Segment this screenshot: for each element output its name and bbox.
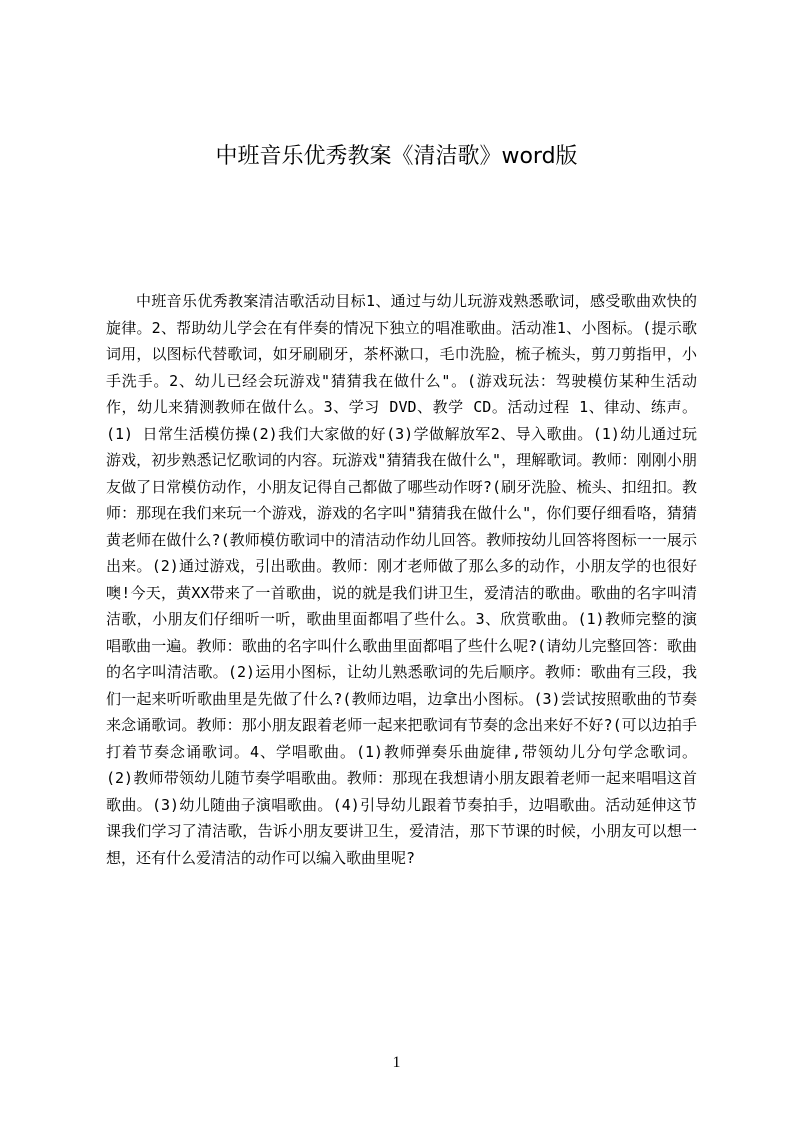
- body-paragraph: 中班音乐优秀教案清洁歌活动目标1、通过与幼儿玩游戏熟悉歌词，感受歌曲欢快的旋律。2、帮助幼儿学会在有伴奏的情况下独立的唱准歌曲。活动准1、小图标。(提示歌词用，以图标代替歌词，如牙刷刷牙，茶杯漱口，毛巾洗脸，梳子梳头，剪刀剪指甲，小手洗手。2、幼儿已经会玩游戏"猜猜我在做什么"。(游戏玩法：驾驶模仿某种生活动作，幼儿来猜测教师在做什么。3、学习 DVD、教学 CD。活动过程 1、律动、练声。(1) 日常生活模仿操(2)我们大家做的好(3)学做解放军2、导入歌曲。(1)幼儿通过玩游戏，初步熟悉记忆歌词的内容。玩游戏"猜猜我在做什么"，理解歌词。教师：刚刚小朋友做了日常模仿动作，小朋友记得自己都做了哪些动作呀?(刷牙洗脸、梳头、扣纽扣。教师：那现在我们来玩一个游戏，游戏的名字叫"猜猜我在做什么"，你们要仔细看咯，猜猜黄老师在做什么?(教师模仿歌词中的清洁动作幼儿回答。教师按幼儿回答将图标一一展示出来。(2)通过游戏，引出歌曲。教师：刚才老师做了那么多的动作，小朋友学的也很好噢!今天，黄XX带来了一首歌曲，说的就是我们讲卫生，爱清洁的歌曲。歌曲的名字叫清洁歌，小朋友们仔细听一听，歌曲里面都唱了些什么。3、欣赏歌曲。(1)教师完整的演唱歌曲一遍。教师：歌曲的名字叫什么歌曲里面都唱了些什么呢?(请幼儿完整回答：歌曲的名字叫清洁歌。(2)运用小图标，让幼儿熟悉歌词的先后顺序。教师：歌曲有三段，我们一起来听听歌曲里是先做了什么?(教师边唱，边拿出小图标。(3)尝试按照歌曲的节奏来念诵歌词。教师：那小朋友跟着老师一起来把歌词有节奏的念出来好不好?(可以边拍手打着节奏念诵歌词。4、学唱歌曲。(1)教师弹奏乐曲旋律,带领幼儿分句学念歌词。 (2)教师带领幼儿随节奏学唱歌曲。教师：那现在我想请小朋友跟着老师一起来唱唱这首歌曲。(3)幼儿随曲子演唱歌曲。(4)引导幼儿跟着节奏拍手，边唱歌曲。活动延伸这节课我们学习了清洁歌，告诉小朋友要讲卫生，爱清洁，那下节课的时候，小朋友可以想一想，还有什么爱清洁的动作可以编入歌曲里呢?: [106, 292, 697, 867]
- page-title: 中班音乐优秀教案《清洁歌》word版: [215, 144, 578, 169]
- page-number: 1: [392, 1054, 401, 1071]
